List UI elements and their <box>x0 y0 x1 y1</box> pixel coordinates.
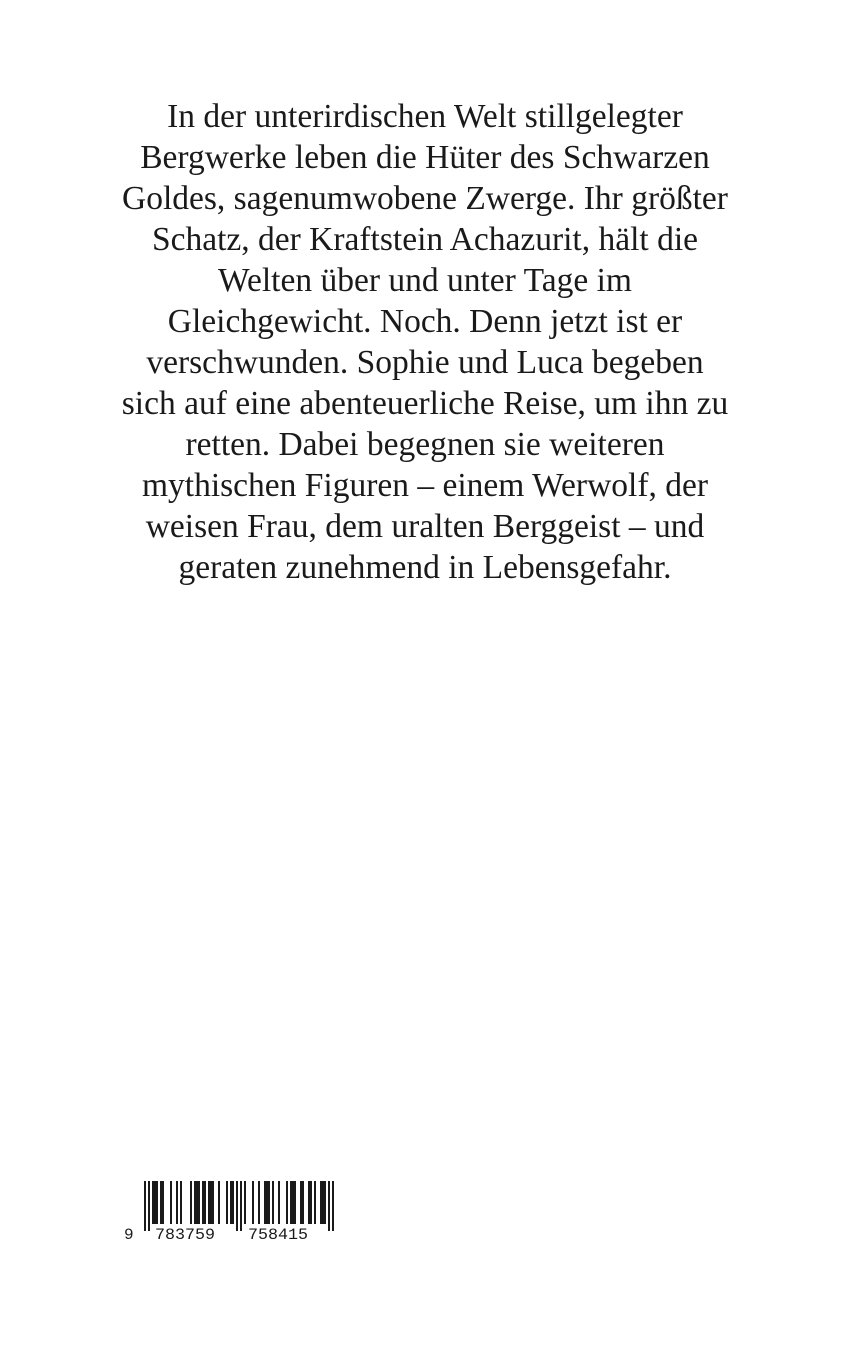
barcode-bar <box>162 1181 164 1224</box>
barcode-bars <box>144 1181 334 1231</box>
barcode-bar <box>230 1181 232 1224</box>
barcode-bar <box>314 1181 316 1224</box>
barcode-bar <box>240 1181 242 1231</box>
barcode-bar <box>328 1181 330 1231</box>
barcode-bar <box>244 1181 246 1224</box>
blurb-line: weisen Frau, dem uralten Berggeist – und <box>145 508 705 545</box>
barcode-bar <box>218 1181 220 1224</box>
barcode-bar <box>300 1181 302 1224</box>
barcode-bar <box>170 1181 172 1224</box>
barcode-bar <box>272 1181 274 1224</box>
blurb-line: sich auf eine abenteuerliche Reise, um ihn zu <box>121 385 729 422</box>
blurb-line: Schatz, der Kraftstein Achazurit, hält die <box>151 221 699 258</box>
barcode-bar <box>212 1181 214 1224</box>
barcode-bar <box>264 1181 266 1224</box>
barcode-bar <box>154 1181 156 1224</box>
barcode-left-group: 783759 <box>155 1226 215 1244</box>
barcode-bar <box>236 1181 238 1231</box>
barcode-bar <box>190 1181 192 1224</box>
blurb-line: Gleichgewicht. Noch. Denn jetzt ist er <box>167 303 683 340</box>
barcode-bar <box>194 1181 196 1224</box>
barcode-bar <box>320 1181 322 1224</box>
barcode-bar <box>308 1181 310 1224</box>
barcode-bar <box>310 1181 312 1224</box>
blurb-line: retten. Dabei begegnen sie weiteren <box>185 426 665 463</box>
barcode-bar <box>286 1181 288 1224</box>
barcode-bar <box>294 1181 296 1224</box>
blurb-line: Welten über und unter Tage im <box>218 262 632 299</box>
barcode-bar <box>258 1181 260 1224</box>
blurb-line: geraten zunehmend in Lebensgefahr. <box>178 549 672 586</box>
barcode-bar <box>292 1181 294 1224</box>
barcode-bar <box>198 1181 200 1224</box>
barcode-bar <box>210 1181 212 1224</box>
back-cover-blurb <box>60 96 790 588</box>
barcode-right-group: 758415 <box>248 1226 308 1244</box>
isbn-barcode <box>122 1181 336 1245</box>
barcode-bar <box>302 1181 304 1224</box>
barcode-bar <box>160 1181 162 1224</box>
barcode-bar <box>324 1181 326 1224</box>
barcode-prefix-digit: 9 <box>124 1226 134 1244</box>
blurb-line: Bergwerke leben die Hüter des Schwarzen <box>140 139 710 176</box>
barcode-bar <box>196 1181 198 1224</box>
barcode-bar <box>152 1181 154 1224</box>
barcode-bar <box>156 1181 158 1224</box>
barcode-bar <box>202 1181 204 1224</box>
barcode-bar <box>148 1181 150 1231</box>
blurb-line: verschwunden. Sophie und Luca begeben <box>146 344 704 381</box>
barcode-bar <box>226 1181 228 1224</box>
barcode-bar <box>268 1181 270 1224</box>
blurb-line: Goldes, sagenumwobene Zwerge. Ihr größter <box>122 180 728 217</box>
barcode-bar <box>332 1181 334 1231</box>
barcode-bar <box>290 1181 292 1224</box>
barcode-bar <box>204 1181 206 1224</box>
blurb-line: In der unterirdischen Welt stillgelegter <box>167 98 683 135</box>
barcode-bar <box>322 1181 324 1224</box>
barcode-bar <box>252 1181 254 1224</box>
barcode-bar <box>180 1181 182 1224</box>
barcode-bar <box>176 1181 178 1224</box>
blurb-line: mythischen Figuren – einem Werwolf, der <box>141 467 709 504</box>
barcode-digits <box>124 1226 308 1244</box>
barcode-bar <box>208 1181 210 1224</box>
barcode-bar <box>232 1181 234 1224</box>
barcode-bar <box>266 1181 268 1224</box>
barcode-bar <box>144 1181 146 1231</box>
barcode-bar <box>278 1181 280 1224</box>
